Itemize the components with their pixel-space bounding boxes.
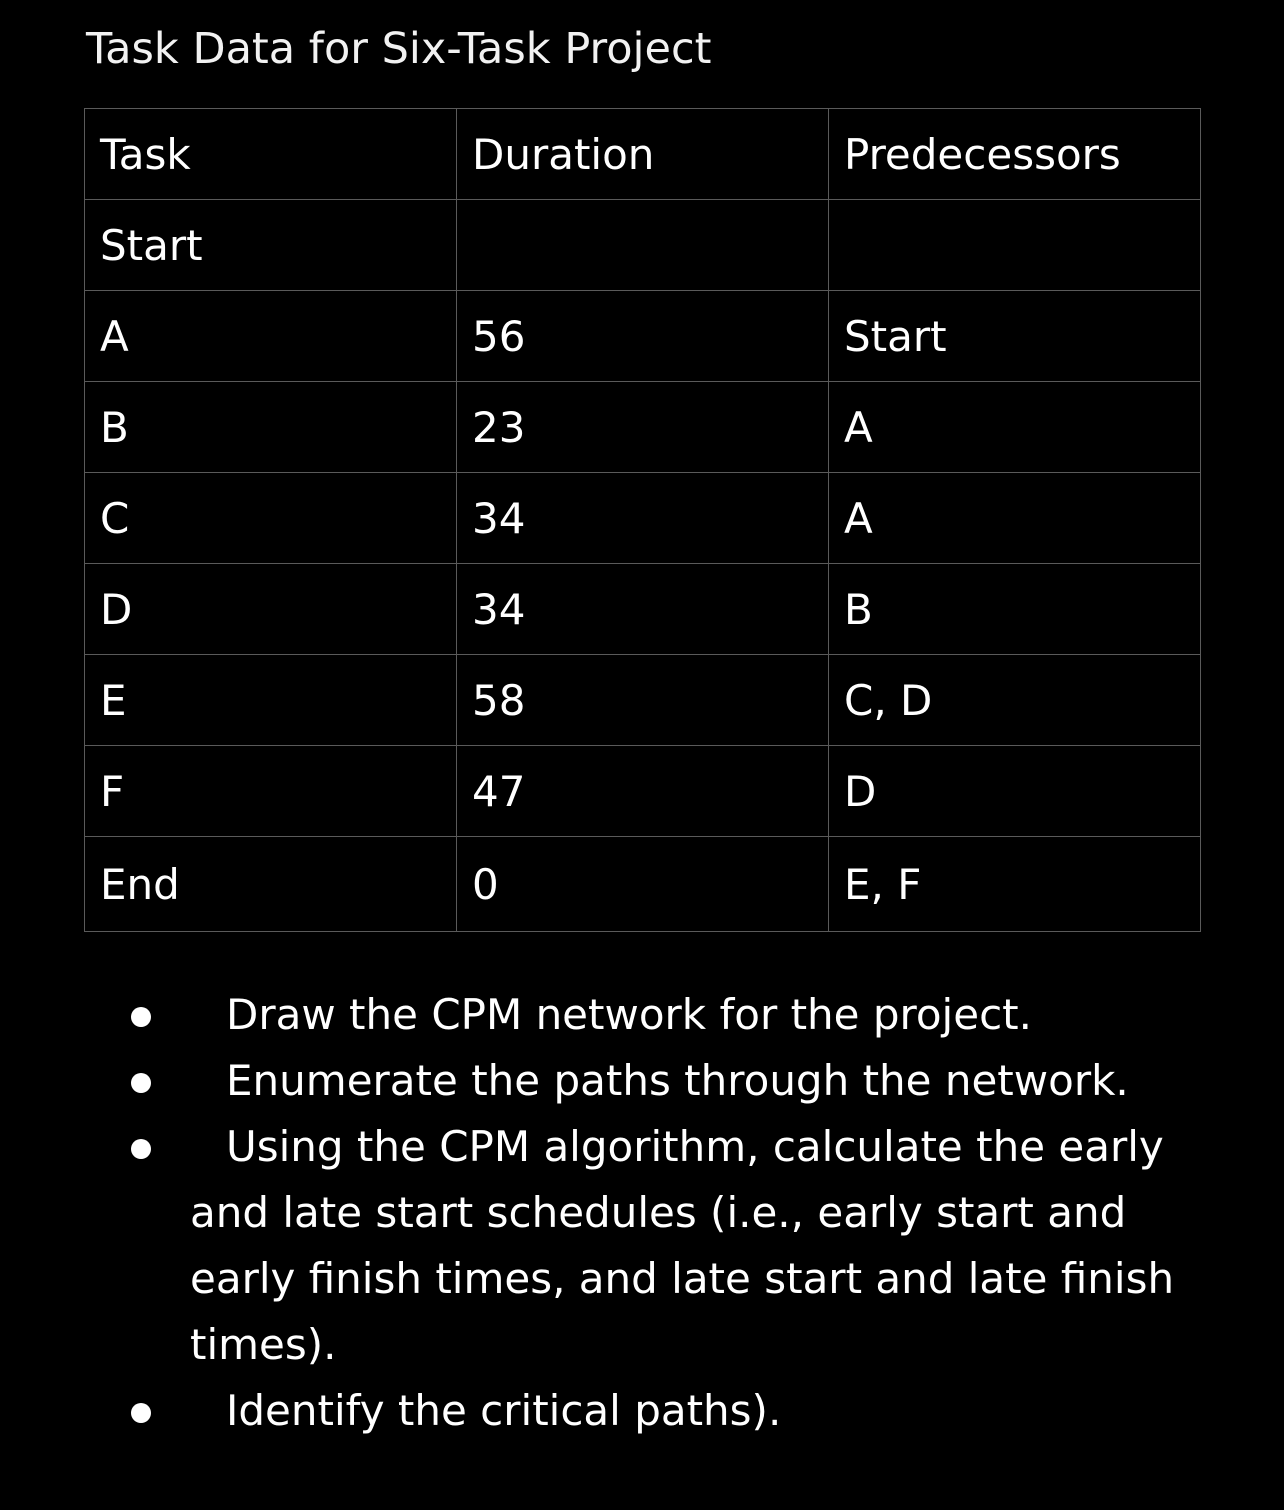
- duration-cell: 47: [457, 746, 829, 837]
- predecessors-cell: [829, 200, 1201, 291]
- task-cell: A: [85, 291, 457, 382]
- table-row: [85, 291, 1201, 382]
- predecessors-cell: A: [829, 382, 1201, 473]
- duration-cell: 56: [457, 291, 829, 382]
- task-data-table: [84, 108, 1201, 932]
- page-title: Task Data for Six-Task Project: [86, 24, 712, 74]
- table-row: [85, 473, 1201, 564]
- question-text: Enumerate the paths through the network.: [226, 1056, 1129, 1105]
- header-predecessors: Predecessors: [829, 109, 1201, 200]
- predecessors-cell: C, D: [829, 655, 1201, 746]
- bullet-icon: [131, 1403, 151, 1423]
- list-item: [0, 1048, 1190, 1114]
- bullet-icon: [131, 1073, 151, 1093]
- table-row: [85, 837, 1201, 932]
- table-row: [85, 746, 1201, 837]
- duration-cell: [457, 200, 829, 291]
- table-header-row: [85, 109, 1201, 200]
- predecessors-cell: E, F: [829, 837, 1201, 932]
- task-cell: E: [85, 655, 457, 746]
- task-cell: F: [85, 746, 457, 837]
- list-item: [0, 982, 1190, 1048]
- header-duration: Duration: [457, 109, 829, 200]
- predecessors-cell: D: [829, 746, 1201, 837]
- duration-cell: 23: [457, 382, 829, 473]
- table-row: [85, 655, 1201, 746]
- task-cell: End: [85, 837, 457, 932]
- predecessors-cell: B: [829, 564, 1201, 655]
- predecessors-cell: A: [829, 473, 1201, 564]
- bullet-icon: [131, 1007, 151, 1027]
- table-row: [85, 564, 1201, 655]
- duration-cell: 34: [457, 473, 829, 564]
- header-task: Task: [85, 109, 457, 200]
- duration-cell: 34: [457, 564, 829, 655]
- task-cell: D: [85, 564, 457, 655]
- task-cell: B: [85, 382, 457, 473]
- task-cell: C: [85, 473, 457, 564]
- question-text: Draw the CPM network for the project.: [226, 990, 1032, 1039]
- question-text: Identify the critical paths).: [226, 1386, 782, 1435]
- list-item: [0, 1114, 1190, 1378]
- duration-cell: 0: [457, 837, 829, 932]
- list-item: [0, 1378, 1190, 1444]
- question-text: Using the CPM algorithm, calculate the early and late start schedules (i.e., early start and early finish times, and late start and late finish times).: [190, 1122, 1175, 1369]
- table-row: [85, 200, 1201, 291]
- duration-cell: 58: [457, 655, 829, 746]
- predecessors-cell: Start: [829, 291, 1201, 382]
- task-cell: Start: [85, 200, 457, 291]
- table-row: [85, 382, 1201, 473]
- bullet-icon: [131, 1139, 151, 1159]
- question-list: [0, 982, 1284, 1444]
